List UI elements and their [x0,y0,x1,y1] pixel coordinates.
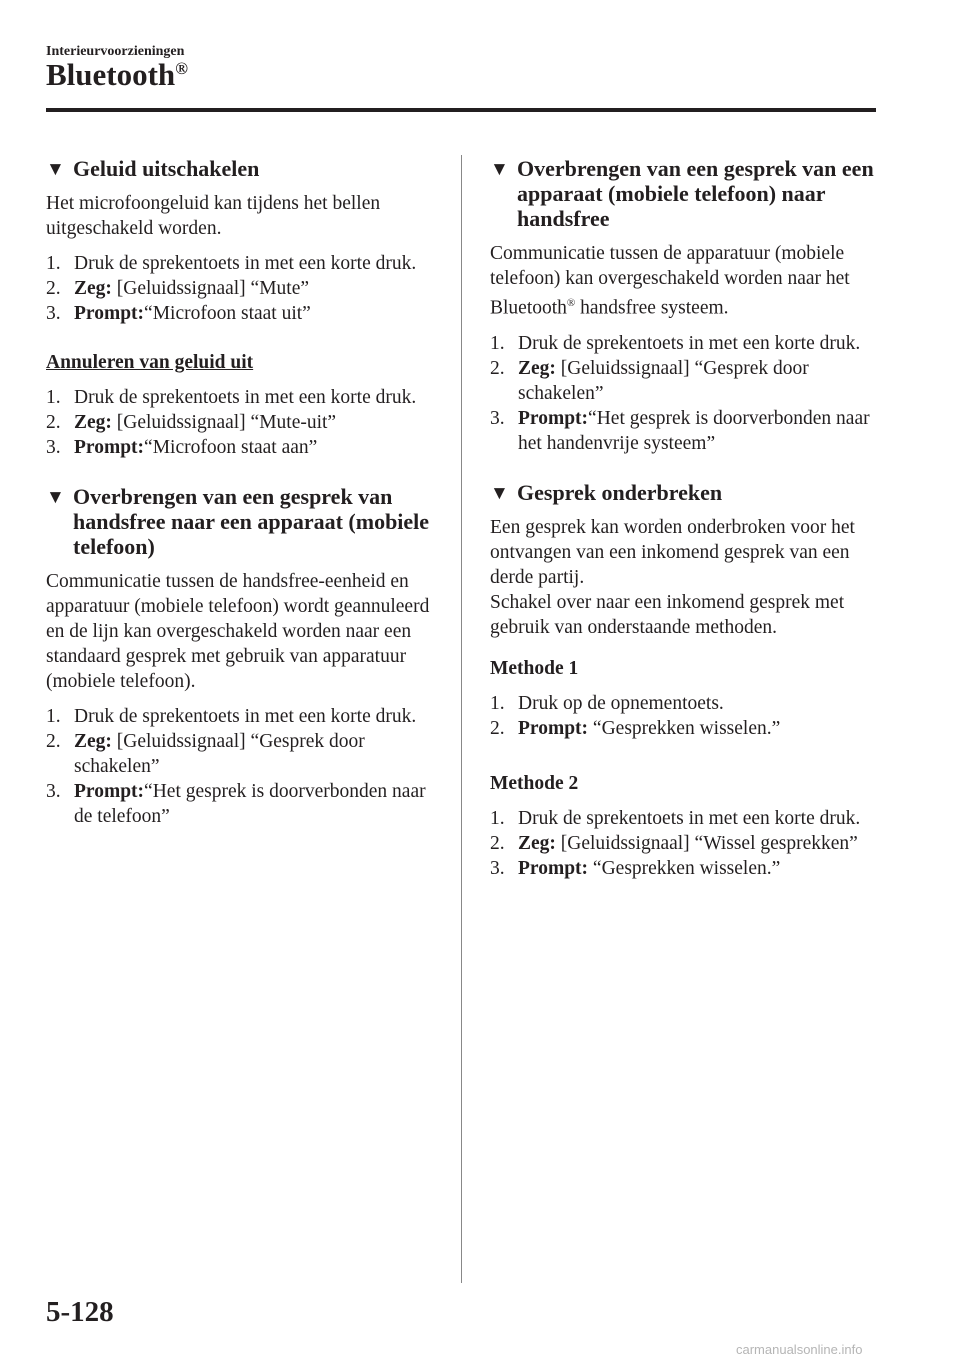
step-number: 3. [490,407,505,429]
step-keyword: Prompt: [518,857,589,879]
step-number: 2. [490,357,505,379]
list-item [490,831,878,856]
paragraph: Een gesprek kan worden onderbroken voor het ontvangen van een inkomend gesprek van een derde partij. [490,516,855,588]
heading-text: Geluid uitschakelen [73,156,260,181]
list-item [490,856,878,881]
triangle-down-icon: ▼ [490,482,509,504]
step-text: “Microfoon staat uit” [144,303,311,324]
list-item [46,410,434,435]
right-column [490,156,878,905]
list-item [490,356,878,406]
list-item [46,301,434,326]
step-number: 2. [46,412,61,433]
step-number: 2. [46,731,61,752]
step-text: [Geluidssignaal] “Mute-uit” [111,412,337,433]
step-keyword: Prompt: [74,781,145,802]
list-item [490,716,878,741]
step-text: [Geluidssignaal] “Gesprek door schakelen” [518,357,809,404]
step-number: 2. [490,717,505,739]
step-text: “Microfoon staat aan” [144,437,318,458]
watermark: carmanualsonline.info [736,1342,863,1357]
section-heading [490,480,878,505]
section-heading [490,156,878,231]
chapter-title [46,58,188,92]
step-text: [Geluidssignaal] “Mute” [111,278,310,299]
step-number: 1. [46,253,61,274]
heading-text: Overbrengen van een gesprek van handsfree naar een apparaat (mobiele telefoon) [73,484,430,559]
step-text: Druk op de opnementoets. [518,692,724,714]
step-list [46,704,434,829]
sub-heading: Annuleren van geluid uit [46,352,254,373]
list-item [46,729,434,779]
section-heading [46,156,434,181]
step-list [46,251,434,326]
paragraph: Communicatie tussen de handsfree-eenheid en apparatuur (mobiele telefoon) wordt geannuleerd en de lijn kan overgeschakeld worden naar een standaard gesprek met gebruik van apparatuur (mobiele telefoon). [46,571,430,692]
heading-text: Overbrengen van een gesprek van een apparaat (mobiele telefoon) naar handsfree [517,156,874,231]
header-rule [46,108,876,112]
step-keyword: Zeg: [518,832,556,854]
left-column [46,156,434,853]
paragraph: Schakel over naar een inkomend gesprek met gebruik van onderstaande methoden. [490,591,845,638]
step-list [490,331,878,456]
step-number: 3. [46,303,61,324]
step-text: [Geluidssignaal] “Gesprek door schakelen” [74,731,365,777]
step-text: Druk de sprekentoets in met een korte druk. [74,706,417,727]
step-text: “Het gesprek is doorverbonden naar de telefoon” [74,781,426,827]
list-item [46,704,434,729]
paragraph-text: handsfree systeem. [575,297,729,319]
step-number: 3. [490,857,505,879]
step-keyword: Zeg: [74,731,112,752]
registered-mark: ® [566,297,576,309]
step-number: 2. [46,278,61,299]
list-item [46,779,434,829]
column-divider [461,155,462,1283]
step-number: 1. [46,387,61,408]
chapter-title-text: Bluetooth [46,57,176,92]
step-text: Druk de sprekentoets in met een korte druk. [518,332,861,354]
list-item [46,251,434,276]
step-keyword: Zeg: [518,357,556,379]
step-keyword: Prompt: [74,303,145,324]
step-text: “Gesprekken wisselen.” [588,717,781,739]
step-number: 1. [46,706,61,727]
list-item [46,435,434,460]
step-list [490,691,878,741]
step-number: 1. [490,332,505,354]
step-list [490,806,878,881]
list-item [46,276,434,301]
step-text: [Geluidssignaal] “Wissel gesprekken” [555,832,858,854]
paragraph: Het microfoongeluid kan tijdens het bellen uitgeschakeld worden. [46,193,381,239]
list-item [490,806,878,831]
triangle-down-icon: ▼ [46,159,65,180]
list-item [490,691,878,716]
step-text: Druk de sprekentoets in met een korte druk. [74,253,417,274]
heading-text: Gesprek onderbreken [517,479,723,505]
step-keyword: Zeg: [74,278,112,299]
step-list [46,385,434,460]
step-text: “Gesprekken wisselen.” [588,857,781,879]
paragraph-text: Communicatie tussen de apparatuur (mobiele telefoon) kan overgeschakeld worden naar het Bluetooth [490,243,850,319]
section-heading [46,484,434,559]
list-item [490,406,878,456]
triangle-down-icon: ▼ [490,159,509,180]
list-item [46,385,434,410]
page-number: 5-128 [46,1296,114,1328]
triangle-down-icon: ▼ [46,487,65,508]
step-number: 2. [490,832,505,854]
step-keyword: Prompt: [74,437,145,458]
step-number: 1. [490,692,505,714]
method-heading: Methode 2 [490,772,579,794]
step-keyword: Prompt: [518,407,589,429]
step-text: “Het gesprek is doorverbonden naar het handenvrije systeem” [518,407,870,454]
step-keyword: Prompt: [518,717,589,739]
step-keyword: Zeg: [74,412,112,433]
step-text: Druk de sprekentoets in met een korte druk. [74,387,417,408]
step-number: 1. [490,807,505,829]
paragraph [490,241,878,321]
step-text: Druk de sprekentoets in met een korte druk. [518,807,861,829]
step-number: 3. [46,781,61,802]
method-heading: Methode 1 [490,657,579,679]
section-label: Interieurvoorzieningen [46,44,185,59]
step-number: 3. [46,437,61,458]
list-item [490,331,878,356]
registered-mark: ® [175,59,188,78]
